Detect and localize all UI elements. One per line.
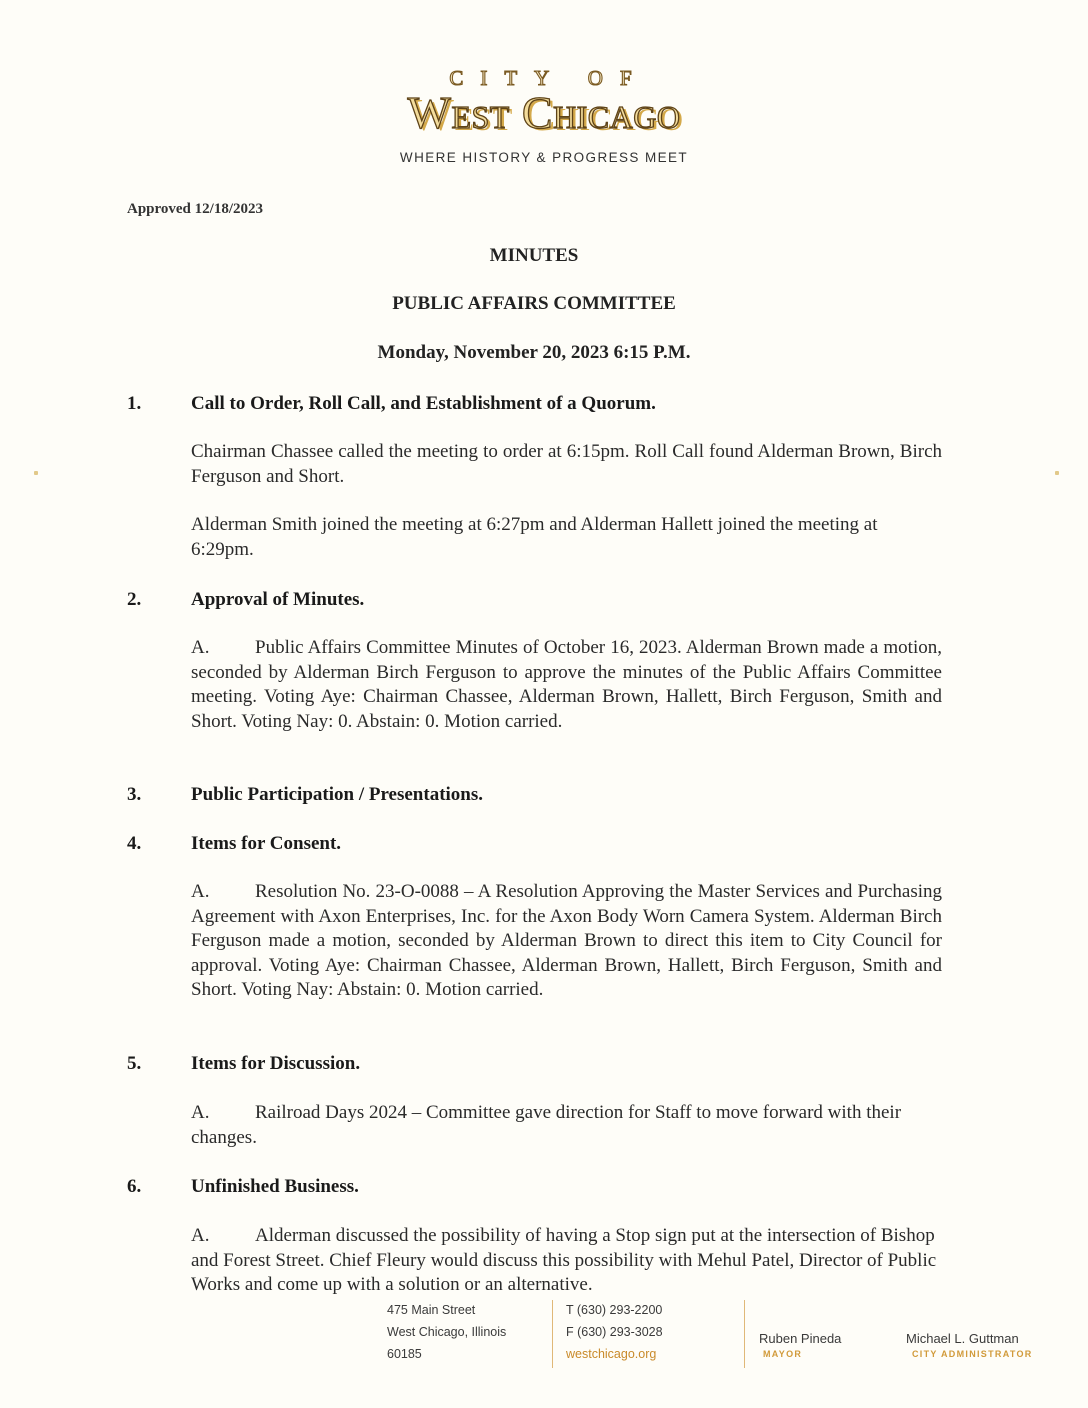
section-item [191,1101,942,1150]
item-label: A. [191,637,210,658]
item-text: Alderman discussed the possibility of having a Stop sign put at the intersection of Bishop and Forest Street. Chief Fleury would discuss this possibility with Mehul Patel, Director of Public Works and come up with a solution or an alternative. [191,1225,937,1295]
section-number: 6. [127,1176,142,1197]
document-title: MINUTES [489,245,579,266]
footer-zip: 60185 [387,1347,422,1361]
margin-mark [1055,471,1059,475]
margin-mark [34,471,38,475]
section-number: 1. [127,393,142,414]
section-title: Unfinished Business. [191,1176,359,1197]
section-paragraph: Chairman Chassee called the meeting to order at 6:15pm. Roll Call found Alderman Brown, Birch Ferguson and Short. [191,441,942,487]
section-title: Public Participation / Presentations. [191,784,484,805]
item-label: A. [191,881,210,902]
section-item [191,636,942,734]
footer-divider [552,1300,553,1368]
footer-fax: F (630) 293-3028 [566,1325,663,1339]
footer-phone: T (630) 293-2200 [566,1303,663,1317]
section-title: Items for Discussion. [191,1053,361,1074]
logo-tagline: WHERE HISTORY & PROGRESS MEET [399,150,689,165]
footer-divider [744,1300,745,1368]
item-text: Railroad Days 2024 – Committee gave direction for Staff to move forward with their changes. [191,1102,902,1148]
footer-city: West Chicago, Illinois [387,1325,507,1339]
administrator-title: CITY ADMINISTRATOR [912,1349,1033,1359]
footer-address [387,1299,506,1365]
footer-contact [566,1299,663,1365]
section-title: Items for Consent. [191,833,342,854]
section-number: 4. [127,833,142,854]
logo-west-chicago: West Chicago [407,87,681,138]
administrator-name: Michael L. Guttman [906,1331,1019,1346]
section-paragraph: Alderman Smith joined the meeting at 6:27pm and Alderman Hallett joined the meeting at 6:29pm. [191,514,878,560]
item-text: Public Affairs Committee Minutes of October 16, 2023. Alderman Brown made a motion, seconded by Alderman Birch Ferguson to approve the minutes of the Public Affairs Committee meeting. Voting Aye: Chairman Chassee, Alderman Brown, Hallett, Birch Ferguson, Smith and Short. Voting Nay: 0. Abstain: 0. Motion carried. [191,637,942,732]
section-title: Call to Order, Roll Call, and Establishment of a Quorum. [191,393,656,414]
section-title: Approval of Minutes. [191,589,365,610]
approved-date: Approved 12/18/2023 [127,201,263,217]
footer-street: 475 Main Street [387,1303,476,1317]
logo-city-of: CITY OF [449,66,649,90]
item-label: A. [191,1225,210,1246]
section-number: 2. [127,589,142,610]
item-text: Resolution No. 23-O-0088 – A Resolution Approving the Master Services and Purchasing Agreement with Axon Enterprises, Inc. for the Axon Body Worn Camera System. Alderman Birch Ferguson made a motion, seconded by Alderman Brown to direct this item to City Council for approval. Voting Aye: Chairman Chassee, Alderman Brown, Hallett, Birch Ferguson, Smith and Short. Voting Nay: Abstain: 0. Motion carried. [191,881,942,1000]
section-item [191,880,942,1003]
section-number: 5. [127,1053,142,1074]
mayor-name: Ruben Pineda [759,1331,842,1346]
footer-website-link[interactable]: westchicago.org [566,1347,657,1361]
mayor-title: MAYOR [763,1349,803,1359]
item-label: A. [191,1102,210,1123]
section-number: 3. [127,784,142,805]
committee-name: PUBLIC AFFAIRS COMMITTEE [392,293,676,314]
section-item [191,1224,942,1298]
meeting-date: Monday, November 20, 2023 6:15 P.M. [377,342,691,363]
